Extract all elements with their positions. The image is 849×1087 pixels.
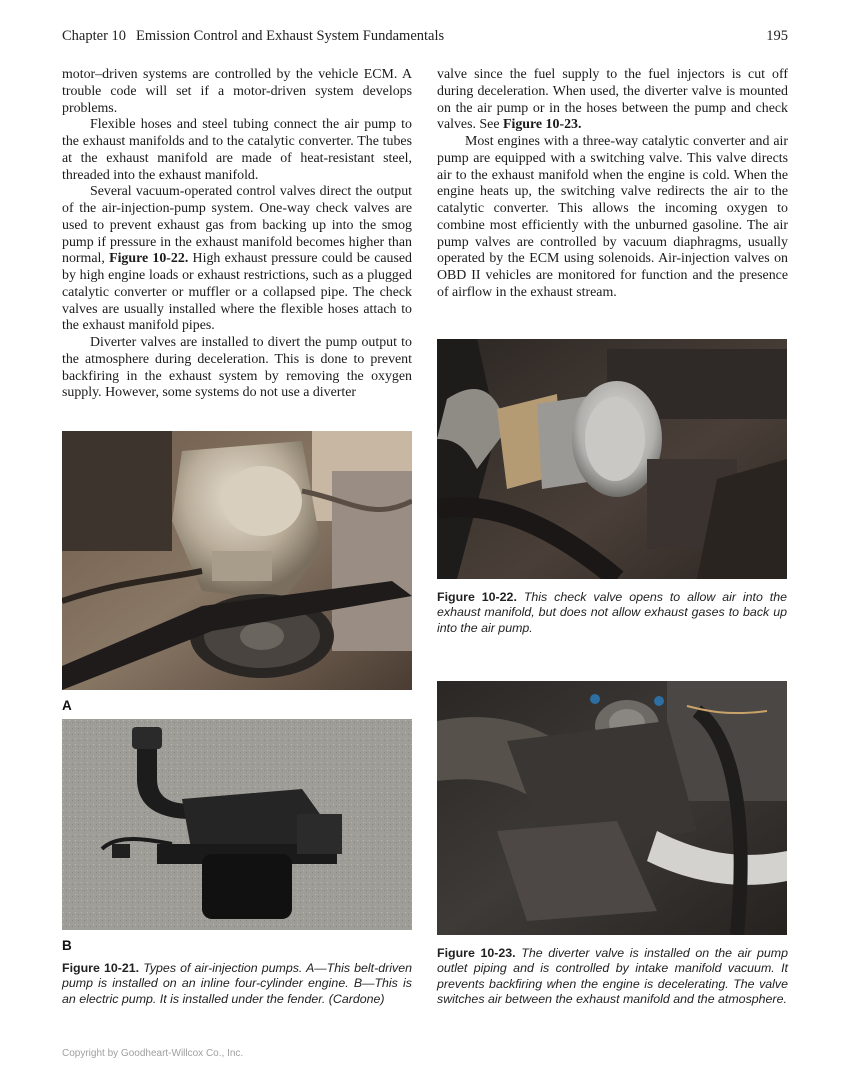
check-valve-image <box>437 339 787 579</box>
figure-label-a: A <box>62 698 72 713</box>
diverter-valve-image <box>437 681 787 935</box>
figure-10-21a-photo <box>62 431 412 690</box>
paragraph-text: Several vacuum-operated control valves direct the output of the air-injection-pump system. One-way check valves are used to prevent exhaust gas from backing up into the smog pump if pressure in the exhaust manifold becomes higher than normal, <box>62 184 412 267</box>
figure-number: Figure 10-21. <box>62 961 140 975</box>
left-text-column <box>62 67 412 402</box>
figure-reference: Figure 10-22. <box>109 251 189 267</box>
belt-driven-pump-image <box>62 431 412 690</box>
paragraph: Diverter valves are installed to divert the pump output to the atmosphere during deceleration. This is done to prevent backfiring in the exhaust system by removing the oxygen supply. However, some systems do not use a diverter <box>62 335 412 401</box>
figure-number: Figure 10-23. <box>437 946 516 960</box>
figure-10-23-caption <box>437 946 788 1008</box>
caption-text: The diverter valve is installed on the air pump outlet piping and is controlled by intake manifold vacuum. It prevents backfiring when the engine is decelerating. The valve switches air between the exhaust manifold and the atmosphere. <box>437 946 788 1007</box>
page-number: 195 <box>766 28 788 44</box>
running-header <box>62 28 788 48</box>
figure-number: Figure 10-22. <box>437 590 517 604</box>
chapter-number: Chapter 10 <box>62 28 127 44</box>
figure-10-23-photo <box>437 681 787 935</box>
figure-10-21-caption <box>62 961 412 1007</box>
paragraph-text: High exhaust pressure could be caused by high engine loads or exhaust restrictions, such as a plugged catalytic converter or muffler or a collapsed pipe. The check valves are usually installed where the flexible hoses attach to the exhaust manifold pipes. <box>62 251 412 334</box>
chapter-heading <box>62 28 444 45</box>
paragraph: Flexible hoses and steel tubing connect the air pump to the exhaust manifolds and to the catalytic converter. The tubes at the exhaust manifold are made of heat-resistant steel, threaded into the exhaust manifold. <box>62 117 412 183</box>
copyright-notice: Copyright by Goodheart-Willcox Co., Inc. <box>62 1048 244 1059</box>
paragraph <box>62 184 412 335</box>
paragraph <box>437 67 788 134</box>
figure-reference: Figure 10-23. <box>502 117 582 133</box>
figure-10-22-photo <box>437 339 787 579</box>
figure-10-22-caption <box>437 590 787 636</box>
caption-text: This check valve opens to allow air into the exhaust manifold, but does not allow exhaust gases to back up into the air pump. <box>437 590 788 635</box>
paragraph-text: valve since the fuel supply to the fuel injectors is cut off during deceleration. When used, the diverter valve is mounted on the air pump or in the hoses between the pump and check valves. See <box>437 67 788 133</box>
chapter-title: Emission Control and Exhaust System Fundamentals <box>136 28 445 44</box>
caption-text: Types of air-injection pumps. A—This belt-driven pump is installed on an inline four-cylinder engine. B—This is an electric pump. It is installed under the fender. (Cardone) <box>62 961 412 1006</box>
right-text-column <box>437 67 788 302</box>
electric-pump-image <box>62 719 412 930</box>
paragraph: motor–driven systems are controlled by the vehicle ECM. A trouble code will set if a motor-driven system develops problems. <box>62 67 412 116</box>
paragraph: Most engines with a three-way catalytic converter and air pump are equipped with a switching valve. This valve directs air to the exhaust manifold when the engine is cold. When the engine heats up, the switching valve redirects the air to the catalytic converter. This allows the incoming oxygen to combine most efficiently with the unburned gasoline. The air pump valves are controlled by vacuum diaphragms, usually operated by the ECM using solenoids. Air-injection valves on OBD II vehicles are monitored for function and the presence of airflow in the exhaust stream. <box>437 134 788 300</box>
figure-label-b: B <box>62 938 72 953</box>
figure-10-21b-photo <box>62 719 412 930</box>
